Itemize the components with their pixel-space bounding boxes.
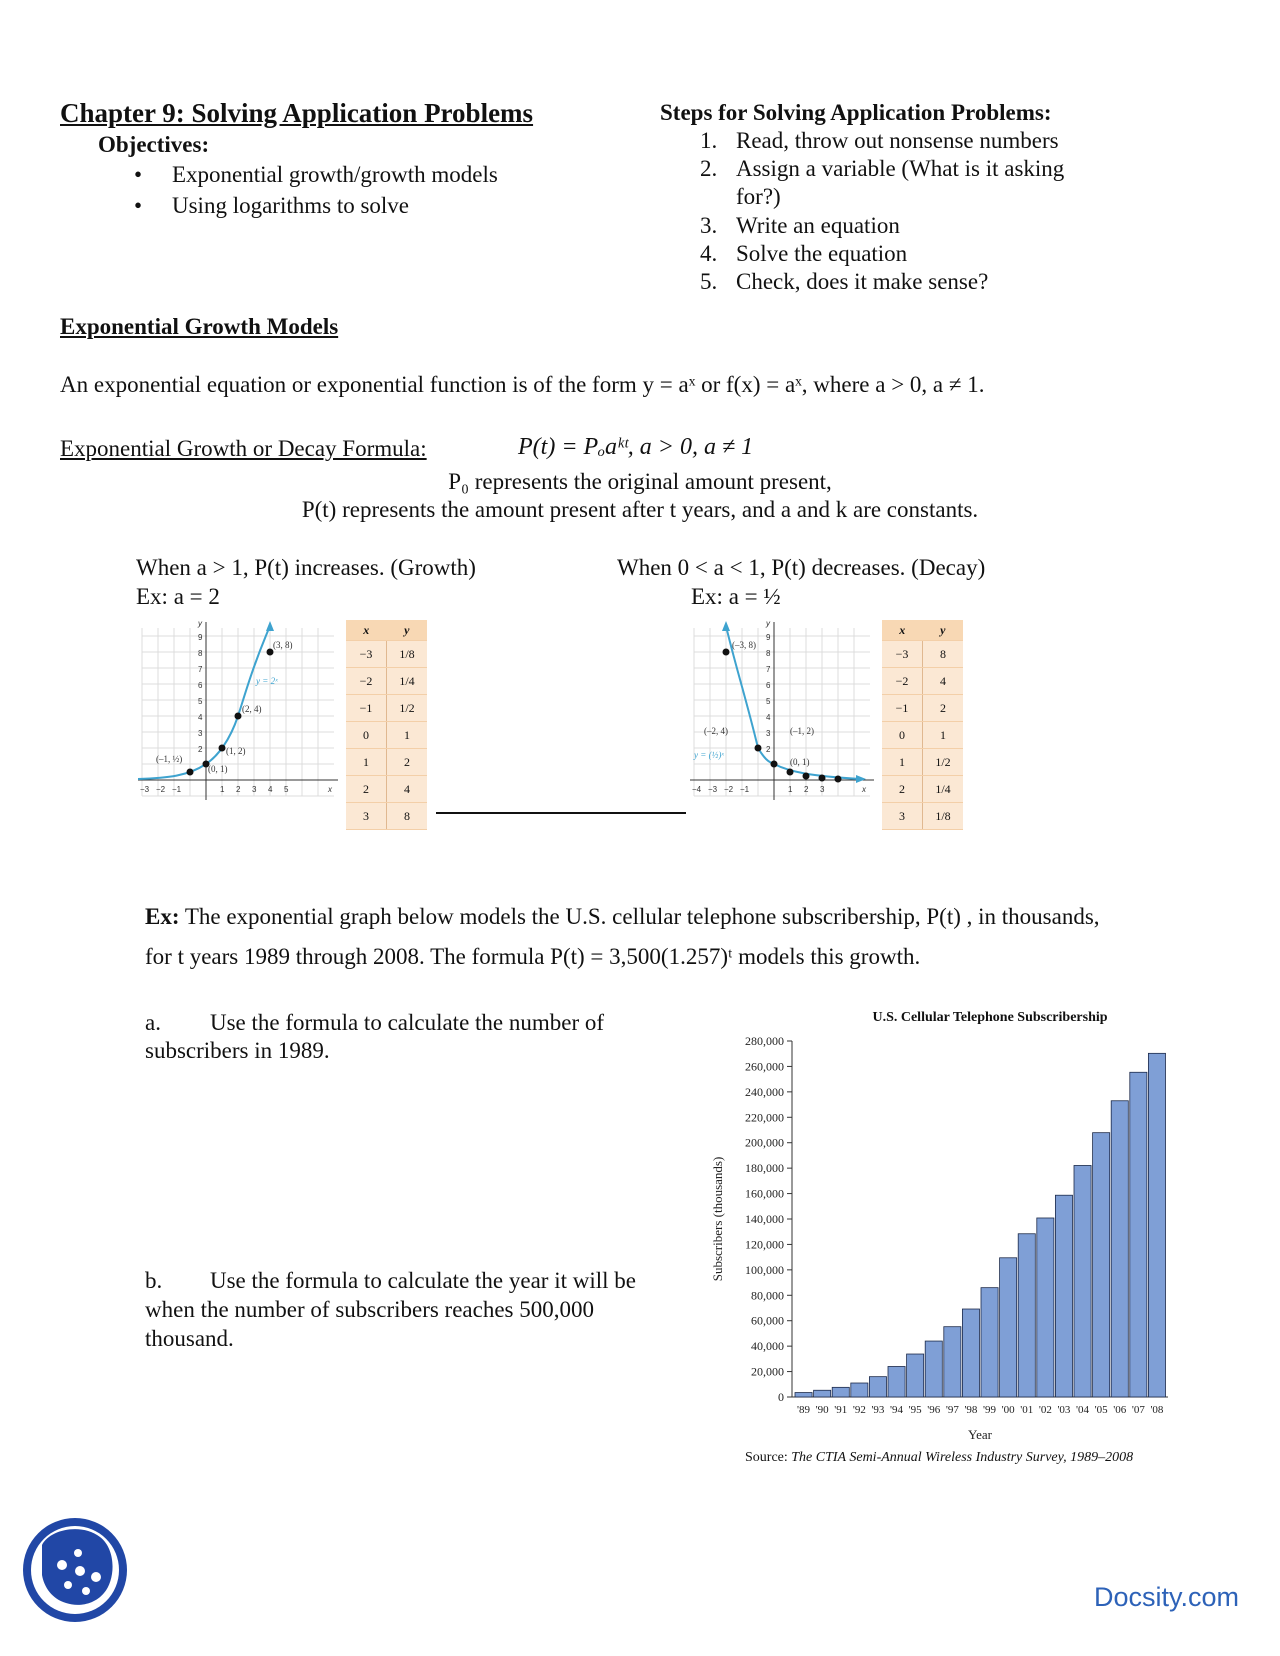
point [187,769,194,776]
x-tick-label: '08 [1150,1404,1164,1416]
example-line-2: for t years 1989 through 2008. The formula P(t) = 3,500(1.257)ᵗ models this growth. [145,944,921,969]
x-tick-label: '03 [1057,1404,1071,1416]
bar [1148,1053,1165,1397]
y-tick-label: 280,000 [745,1034,784,1048]
y-tick-label: 100,000 [745,1262,784,1277]
example-lead: Ex: [145,904,180,929]
x-tick-label: '02 [1038,1404,1052,1416]
svg-text:−3: −3 [708,785,718,794]
svg-text:y: y [766,619,770,628]
point [787,769,794,776]
grid [694,628,870,796]
point-label: (–1, ½) [156,754,183,764]
growth-graph [138,618,344,808]
y-tick-label: 0 [778,1390,784,1404]
x-tick-label: '95 [908,1404,922,1416]
table-header: x [346,620,387,641]
y-tick-label: 240,000 [745,1084,784,1099]
bar [832,1387,849,1397]
svg-text:−1: −1 [740,785,750,794]
svg-text:x: x [328,785,332,794]
bar [925,1341,942,1397]
x-tick-label: '05 [1094,1404,1108,1416]
x-tick-label: '01 [1020,1404,1034,1416]
svg-text:3: 3 [766,729,771,738]
y-tick-label: 40,000 [751,1339,784,1354]
x-tick-label: '93 [871,1404,885,1416]
table-row: 2 4 [346,776,427,803]
svg-text:2: 2 [804,785,809,794]
x-tick-label: '07 [1131,1404,1145,1416]
bar [1018,1234,1035,1397]
section-heading: Exponential Growth Models [60,314,339,339]
objective-item: • Using logarithms to solve [134,193,410,218]
svg-text:5: 5 [766,697,771,706]
step-item: 3. Write an equation [700,213,900,238]
svg-text:2: 2 [766,745,771,754]
bar [814,1390,831,1397]
bar [1037,1218,1054,1397]
point [771,761,778,768]
curve-label: y = 2ˣ [256,676,278,686]
tick-labels [140,619,333,794]
growth-condition: When a > 1, P(t) increases. (Growth) [136,555,476,580]
y-axis-label: Subscribers (thousands) [710,1156,725,1282]
svg-text:−4: −4 [692,785,702,794]
y-tick-label: 160,000 [745,1186,784,1201]
x-tick-label: '00 [1001,1404,1015,1416]
definition-text: An exponential equation or exponential function is of the form y = aˣ or f(x) = aˣ, where a > 0, a ≠ 1. [60,372,985,397]
y-tick-label: 120,000 [745,1237,784,1252]
y-tick-label: 140,000 [745,1212,784,1226]
table-header: y [387,620,428,641]
decay-example: Ex: a = ½ [691,584,781,609]
svg-text:3: 3 [252,785,257,794]
svg-text:8: 8 [198,649,203,658]
bar [1055,1195,1072,1397]
bar [1130,1072,1147,1397]
steps-heading: Steps for Solving Application Problems: [660,100,1052,125]
subscribership-chart [700,1025,1180,1445]
svg-text:2: 2 [198,745,203,754]
table-row: −3 8 [882,641,963,668]
x-tick-label: '91 [834,1404,848,1416]
point [819,775,826,782]
svg-text:4: 4 [766,713,771,722]
svg-text:9: 9 [766,633,771,642]
table-row: −2 1/4 [346,668,427,695]
x-tick-label: '99 [983,1404,997,1416]
svg-text:8: 8 [766,649,771,658]
part-b-text-continued: when the number of subscribers reaches 500,000 [145,1297,595,1322]
bullet-icon: • [134,193,143,218]
part-a-text: Use the formula to calculate the number of [210,1010,605,1035]
x-tick-label: '96 [927,1404,941,1416]
arrow-up-icon [722,621,730,631]
example-line-1: Ex: The exponential graph below models the U.S. cellular telephone subscribership, P(t) , in thousands, [145,904,1100,929]
table-row: −1 2 [882,695,963,722]
svg-text:6: 6 [766,681,771,690]
step-item: 1. Read, throw out nonsense numbers [700,128,1059,153]
divider [436,812,686,814]
y-tick-label: 20,000 [751,1364,784,1379]
point [723,649,730,656]
y-tick-label: 220,000 [745,1110,784,1125]
x-tick-label: '06 [1113,1404,1127,1416]
bar [851,1383,868,1397]
grid [142,628,334,796]
bar [1093,1133,1110,1397]
point-label: (–2, 4) [704,726,728,736]
table-row: 3 1/8 [882,803,963,830]
page-title: Chapter 9: Solving Application Problems [60,98,534,128]
arrow-up-icon [266,621,274,631]
point [755,745,762,752]
step-item-continued: for?) [736,184,781,209]
svg-text:7: 7 [766,665,771,674]
svg-text:y: y [198,619,202,628]
svg-text:7: 7 [198,665,203,674]
table-header: y [923,620,964,641]
brand-watermark: Docsity.com [1094,1582,1240,1612]
svg-text:1: 1 [220,785,225,794]
chart-source: Source: The CTIA Semi-Annual Wireless Industry Survey, 1989–2008 [745,1450,1134,1465]
x-tick-label: '94 [890,1404,904,1416]
part-a-label: a. [145,1010,161,1035]
point-label: (1, 2) [226,746,246,756]
bar [869,1377,886,1397]
bullet-icon: • [134,162,143,187]
x-tick-label: '89 [797,1404,811,1416]
point-label: (–1, 2) [790,726,814,736]
table-row: 1 2 [346,749,427,776]
svg-text:4: 4 [198,713,203,722]
point [835,776,842,783]
x-axis-label: Year [968,1427,992,1442]
part-a-text-continued: subscribers in 1989. [145,1038,330,1063]
table-row: −2 4 [882,668,963,695]
table-row: 0 1 [882,722,963,749]
x-tick-label: '98 [964,1404,978,1416]
bar [795,1393,812,1397]
objective-item: • Exponential growth/growth models [134,162,498,187]
tick-labels [692,619,867,794]
svg-text:2: 2 [236,785,241,794]
curve-label: y = (½)ˣ [694,750,724,760]
y-tick-label: 200,000 [745,1135,784,1150]
svg-text:9: 9 [198,633,203,642]
svg-text:−2: −2 [724,785,734,794]
table-row: 1 1/2 [882,749,963,776]
y-tick-label: 260,000 [745,1059,784,1074]
step-item: 2. Assign a variable (What is it asking [700,156,1065,181]
svg-text:−2: −2 [156,785,166,794]
table-row: −3 1/8 [346,641,427,668]
svg-text:3: 3 [198,729,203,738]
bar [981,1288,998,1397]
x-tick-label: '04 [1076,1404,1090,1416]
point-label: (2, 4) [242,704,262,714]
y-tick-label: 180,000 [745,1161,784,1176]
formula: P(t) = Pₒaᵏᵗ, a > 0, a ≠ 1 [518,434,754,460]
svg-text:x: x [862,785,866,794]
part-b-text-continued: thousand. [145,1326,234,1351]
bar [907,1354,924,1397]
decay-table [882,620,963,830]
chart-title: U.S. Cellular Telephone Subscribership [872,1010,1108,1025]
docsity-logo [20,1515,130,1625]
formula-label: Exponential Growth or Decay Formula: [60,436,427,461]
x-tick-label: '97 [945,1404,959,1416]
svg-text:3: 3 [820,785,825,794]
table-header: x [882,620,923,641]
decay-condition: When 0 < a < 1, P(t) decreases. (Decay) [617,555,986,580]
point-label: (3, 8) [273,640,293,650]
decay-graph [690,618,880,808]
svg-text:1: 1 [788,785,793,794]
x-tick-label: '90 [815,1404,829,1416]
svg-text:6: 6 [198,681,203,690]
svg-text:5: 5 [284,785,289,794]
growth-table [346,620,427,830]
bar [1111,1101,1128,1397]
point-label: (–3, 8) [732,640,756,650]
step-item: 5. Check, does it make sense? [700,269,989,294]
arrow-right-icon [856,775,866,783]
point [219,745,226,752]
step-item: 4. Solve the equation [700,241,908,266]
part-b-label: b. [145,1268,163,1293]
bar [1000,1258,1017,1397]
table-row: 3 8 [346,803,427,830]
y-tick-label: 80,000 [751,1288,784,1303]
point-label: (0, 1) [790,757,810,767]
bar [944,1327,961,1397]
svg-text:−1: −1 [172,785,182,794]
part-b-text: Use the formula to calculate the year it will be [210,1268,636,1293]
svg-text:5: 5 [198,697,203,706]
p0-description: P₀ represents the original amount present, [448,469,832,494]
growth-example: Ex: a = 2 [136,584,220,609]
table-row: 2 1/4 [882,776,963,803]
bar [962,1309,979,1397]
objectives-heading: Objectives: [98,132,210,157]
bar [888,1366,905,1397]
x-tick-label: '92 [852,1404,866,1416]
bar [1074,1165,1091,1397]
table-row: 0 1 [346,722,427,749]
table-row: −1 1/2 [346,695,427,722]
point [803,773,810,780]
svg-text:−3: −3 [140,785,150,794]
pt-description: P(t) represents the amount present after t years, and a and k are constants. [301,497,979,522]
svg-text:4: 4 [268,785,273,794]
point-label: (0, 1) [208,764,228,774]
point [235,713,242,720]
y-tick-label: 60,000 [751,1313,784,1328]
